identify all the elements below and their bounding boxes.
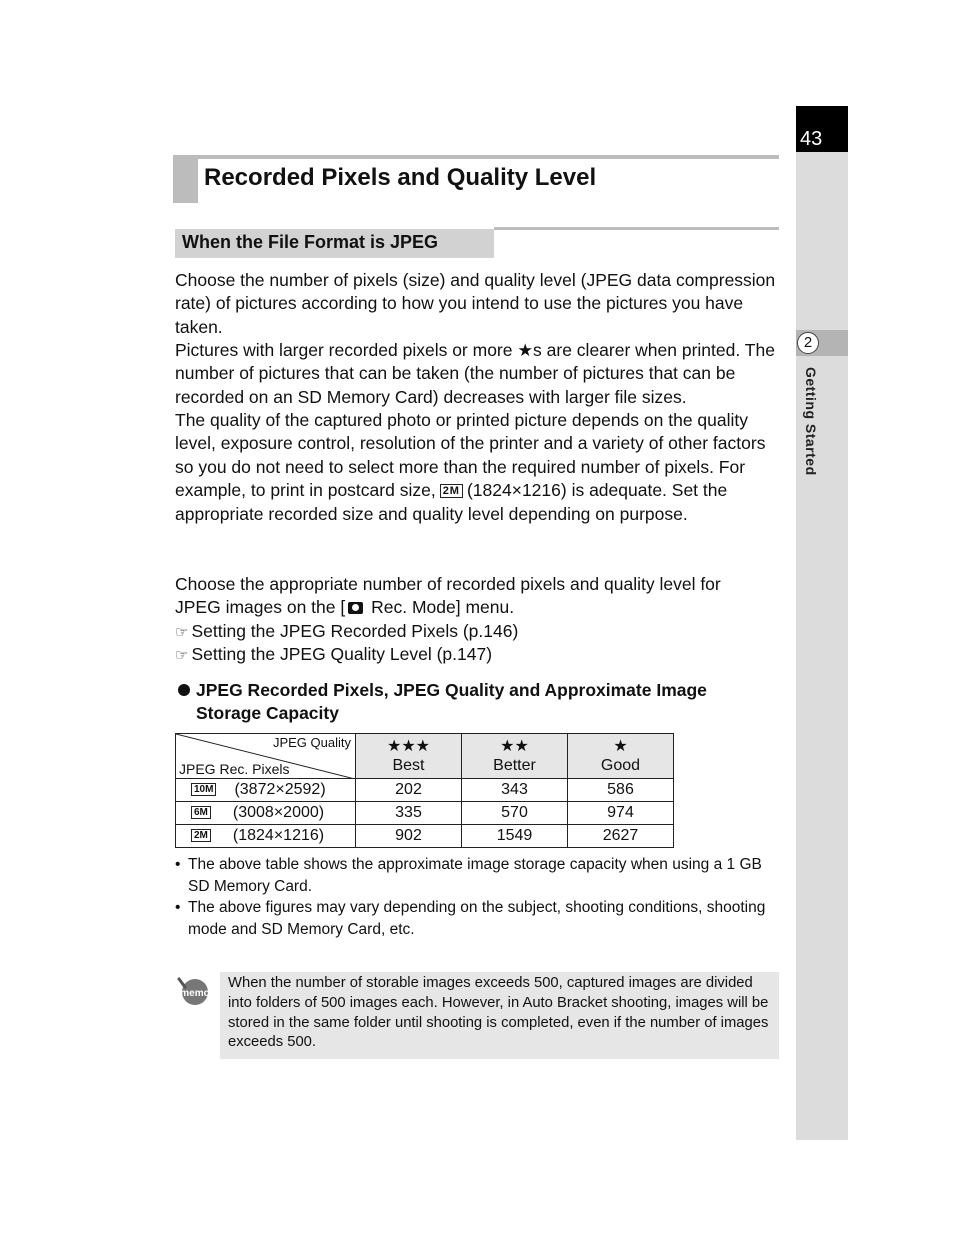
row-label [176, 825, 356, 848]
quality-text-end: (1824×1216) is adequate. Set the appropriate recorded size and quality level depending on purpose. [175, 480, 728, 524]
corner-quality-label: JPEG Quality [272, 735, 351, 750]
column-header-best [356, 734, 462, 779]
table-cell: 335 [356, 802, 462, 825]
reference-link-pixels[interactable] [175, 620, 518, 644]
chapter-number: 2 [797, 332, 819, 354]
choose-line2-prefix: JPEG images on the [ [175, 597, 346, 618]
note-item [175, 854, 780, 897]
pixels-2m-icon: 2M [440, 484, 463, 498]
table-cell: 570 [462, 802, 568, 825]
side-tab-strip [796, 106, 848, 1140]
column-header-better [462, 734, 568, 779]
table-row [176, 825, 674, 848]
note-text: The above figures may vary depending on the subject, shooting conditions, shooting mode and SD Memory Card, etc. [188, 899, 766, 938]
page-title: Recorded Pixels and Quality Level [204, 164, 597, 191]
pixels-6m-icon: 6M [191, 806, 211, 819]
stars-icon: ★★ [500, 738, 529, 755]
title-rule [198, 155, 779, 159]
note-item [175, 897, 780, 940]
table-cell: 974 [568, 802, 674, 825]
memo-icon-label: memo [180, 988, 210, 999]
stars-icon: ★ [613, 738, 628, 755]
row-label [176, 802, 356, 825]
column-label: Good [600, 757, 641, 774]
pointing-hand-icon: ☞ [175, 624, 189, 641]
section-subtitle: When the File Format is JPEG [182, 232, 439, 252]
table-cell: 202 [356, 779, 462, 802]
row-size: (3008×2000) [232, 804, 325, 821]
quality-paragraph [175, 409, 785, 526]
table-cell: 2627 [568, 825, 674, 848]
quality-text: The quality of the captured photo or printed picture depends on the quality level, exposure control, resolution of the printer and a variety of other factors so you do not need to select more than the required number of pixels. For example, to print in postcard size, [175, 410, 766, 501]
memo-text: When the number of storable images exceeds 500, captured images are divided into folders of 500 images each. However, in Auto Bracket shooting, images will be stored in the same folder until shooting is completed, even if the number of images exceeds 500. [228, 975, 769, 1051]
pixels-10m-icon: 10M [191, 783, 216, 796]
stars-icon: ★★★ [386, 738, 431, 755]
capacity-table [175, 733, 674, 848]
title-accent-block [173, 155, 198, 203]
table-cell: 343 [462, 779, 568, 802]
table-header-row [176, 734, 674, 779]
note-bullet: • [175, 899, 181, 916]
bullet-dot-icon [178, 684, 190, 696]
table-corner-cell [176, 734, 356, 779]
table-heading [196, 679, 707, 725]
note-bullet: • [175, 856, 181, 873]
column-label: Better [493, 757, 536, 774]
table-cell: 1549 [462, 825, 568, 848]
intro-paragraph: Choose the number of pixels (size) and quality level (JPEG data compression rate) of pictures according to how you intend to use the pictures you have taken. [175, 270, 776, 337]
subtitle-rule [494, 227, 779, 230]
camera-icon [348, 602, 363, 614]
table-cell: 586 [568, 779, 674, 802]
row-size: (1824×1216) [232, 827, 325, 844]
choose-paragraph [175, 573, 785, 620]
chapter-label: Getting Started [803, 367, 819, 476]
note-text: The above table shows the approximate image storage capacity when using a 1 GB SD Memory Card. [188, 856, 762, 895]
page-number: 43 [800, 128, 823, 150]
table-row [176, 802, 674, 825]
choose-line2-suffix: Rec. Mode] menu. [366, 597, 515, 618]
stars-paragraph: Pictures with larger recorded pixels or more ★s are clearer when printed. The number of pictures that can be taken (the number of pictures that can be recorded on an SD Memory Card) decreases with larger file sizes. [175, 340, 775, 407]
table-cell: 902 [356, 825, 462, 848]
row-size: (3872×2592) [234, 781, 326, 798]
corner-pixels-label: JPEG Rec. Pixels [179, 761, 290, 777]
column-label: Best [392, 757, 425, 774]
reference-text: Setting the JPEG Recorded Pixels (p.146) [191, 621, 519, 641]
choose-line1: Choose the appropriate number of recorded pixels and quality level for [175, 574, 721, 594]
table-heading-line1: JPEG Recorded Pixels, JPEG Quality and Approximate Image [196, 680, 707, 700]
pixels-2m-icon: 2M [191, 829, 211, 842]
memo-icon [176, 975, 208, 1005]
table-heading-line2: Storage Capacity [196, 703, 339, 723]
row-label [176, 779, 356, 802]
reference-link-quality[interactable] [175, 643, 492, 667]
pointing-hand-icon: ☞ [175, 647, 189, 664]
column-header-good [568, 734, 674, 779]
reference-text: Setting the JPEG Quality Level (p.147) [191, 644, 493, 664]
table-row [176, 779, 674, 802]
